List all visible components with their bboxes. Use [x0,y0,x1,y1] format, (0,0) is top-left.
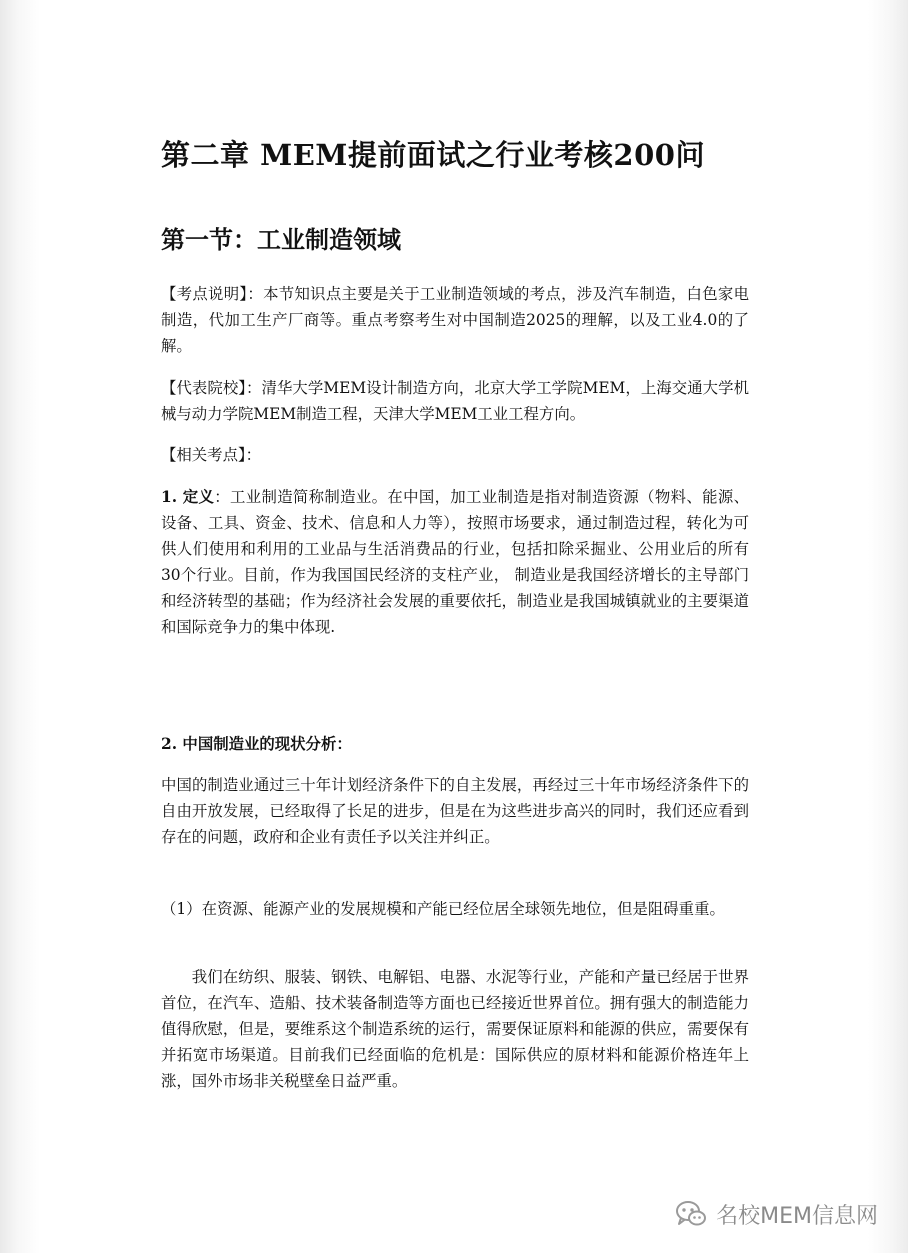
watermark-text: 名校MEM信息网 [716,1203,878,1229]
definition-paragraph [161,484,749,640]
schools-text: ：清华大学MEM设计制造方向，北京大学工学院MEM，上海交通大学机械与动力学院MEM制造工程，天津大学MEM工业工程方向。 [161,379,749,423]
exam-point-paragraph [161,281,749,359]
wechat-icon [674,1199,708,1229]
exam-point-label: 【考点说明】 [161,285,248,303]
representative-schools-paragraph [161,375,749,427]
definition-text: ：工业制造简称制造业。在中国，加工业制造是指对制造资源（物料、能源、设备、工具、资金、技术、信息和人力等），按照市场要求，通过制造过程，转化为可供人们使用和利用的工业品与生活消费品的行业，包括扣除采掘业、公用业后的所有30个行业。目前，作为我国国民经济的支柱产业， 制造业是我国经济增长的主导部门和经济转型的基础；作为经济社会发展的重要依托，制造业是我国城镇就业的主要渠道和国际竞争力的集中体现. [161,488,749,636]
status-analysis-paragraph: 中国的制造业通过三十年计划经济条件下的自主发展，再经过三十年市场经济条件下的自由开放发展，已经取得了长足的进步，但是在为这些进步高兴的同时，我们还应看到存在的问题，政府和企业有责任予以关注并纠正。 [161,776,749,846]
status-analysis-heading [161,731,749,757]
related-points-colon: ： [245,446,262,464]
related-points-paragraph [161,442,749,468]
schools-label: 【代表院校】 [161,379,247,397]
watermark [674,1198,878,1230]
related-points-label: 【相关考点】 [161,446,246,464]
subpoint-1-paragraph: （1）在资源、能源产业的发展规模和产能已经位居全球领先地位，但是阻碍重重。 [161,900,725,918]
subpoint-1-body: 我们在纺织、服装、钢铁、电解铝、电器、水泥等行业，产能和产量已经居于世界首位，在汽车、造船、技术装备制造等方面也已经接近世界首位。拥有强大的制造能力值得欣慰，但是，要维系这个制造系统的运行，需要保证原料和能源的供应，需要保有并拓宽市场渠道。目前我们已经面临的危机是：国际供应的原材料和能源价格连年上涨，国外市场非关税壁垒日益严重。 [161,968,749,1090]
status-heading-text: 2. 中国制造业的现状分析： [161,735,352,753]
definition-label: 1. 定义 [161,488,215,506]
section-title: 第一节：工业制造领域 [161,225,401,254]
exam-point-text: ：本节知识点主要是关于工业制造领域的考点，涉及汽车制造，白色家电制造，代加工生产厂商等。重点考察考生对中国制造2025的理解，以及工业4.0的了解。 [161,285,749,355]
chapter-title: 第二章 MEM提前面试之行业考核200问 [161,138,705,172]
